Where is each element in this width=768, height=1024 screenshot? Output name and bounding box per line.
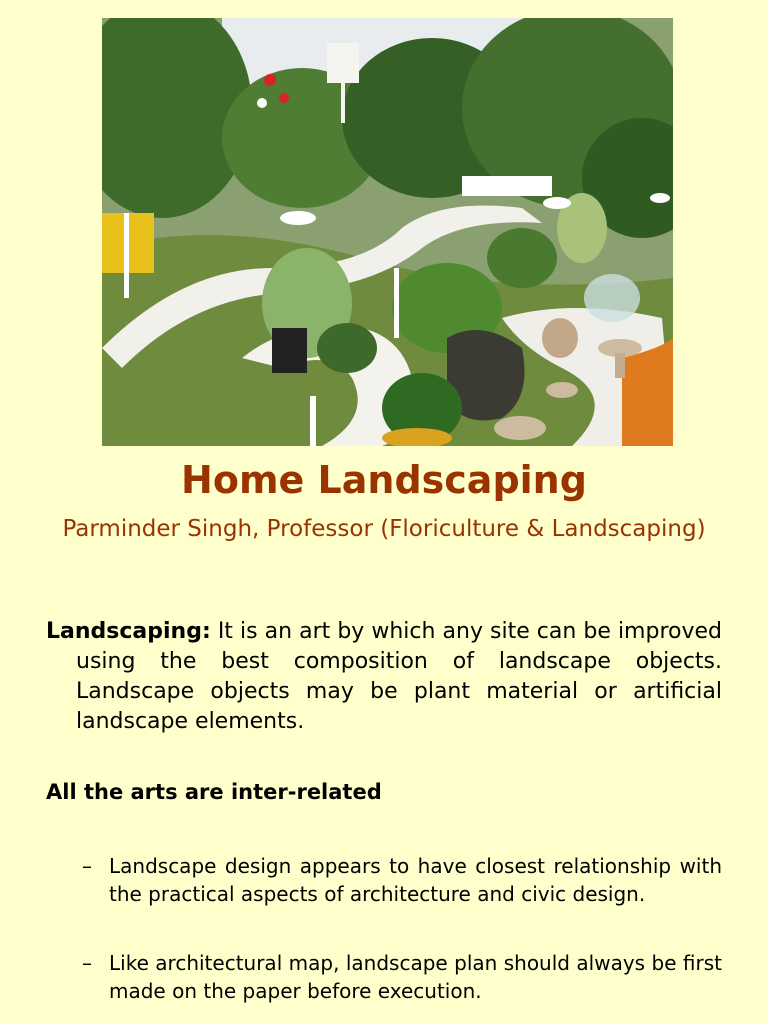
bullet-dash: – bbox=[82, 951, 92, 975]
bullet-item bbox=[82, 852, 722, 908]
garden-photo bbox=[102, 18, 673, 446]
landscaping-definition bbox=[46, 617, 722, 737]
definition-text: It is an art by which any site can be improved using the best composition of landscape objects. Landscape objects may be plant material or artificial landscape elements. bbox=[76, 619, 722, 734]
bullet-text: Landscape design appears to have closest relationship with the practical aspects of architecture and civic design. bbox=[109, 854, 722, 906]
bullet-text: Like architectural map, landscape plan should always be first made on the paper before execution. bbox=[109, 951, 722, 1003]
bullet-dash: – bbox=[82, 854, 92, 878]
page-title: Home Landscaping bbox=[181, 458, 587, 502]
author-subtitle: Parminder Singh, Professor (Floriculture & Landscaping) bbox=[62, 516, 706, 542]
section-heading: All the arts are inter-related bbox=[46, 780, 382, 804]
bullet-item bbox=[82, 949, 722, 1005]
definition-term: Landscaping: bbox=[46, 619, 211, 644]
